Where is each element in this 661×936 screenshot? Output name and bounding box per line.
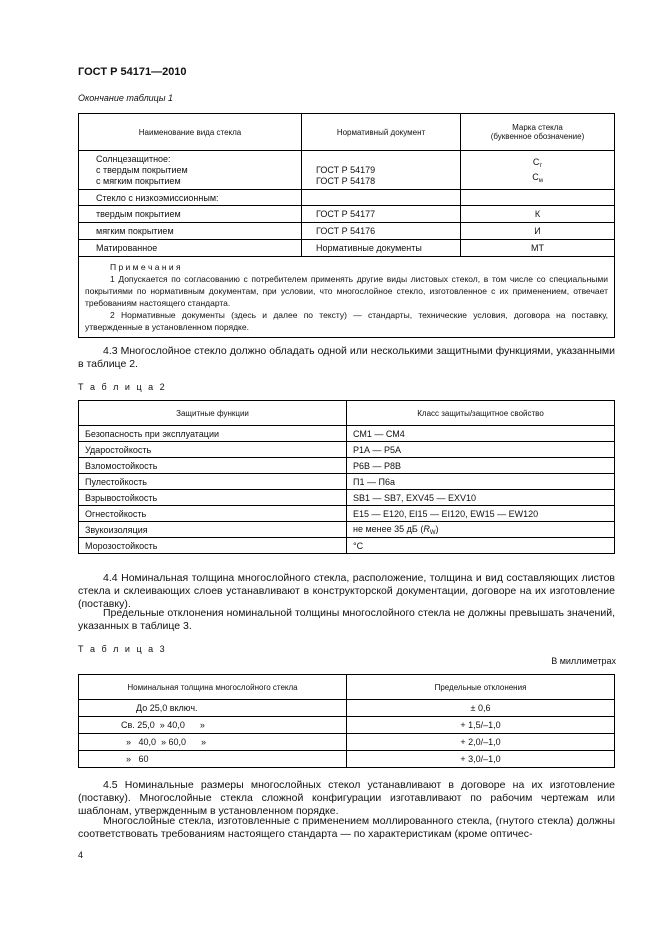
table-2 [78, 400, 615, 554]
table1-sun-soft-mark [467, 172, 608, 187]
table-row [79, 717, 615, 734]
table1-lowe-soft-mark: И [461, 223, 615, 240]
table1-lowe-soft: мягким покрытием [79, 223, 302, 240]
table1-lowe-hard: твердым покрытием [79, 206, 302, 223]
table2-class [347, 522, 615, 538]
page-number: 4 [78, 850, 84, 860]
table1-sun-mark-cell [461, 151, 615, 190]
table3-deviation: ± 0,6 [347, 700, 615, 717]
table3-deviation: + 3,0/–1,0 [347, 751, 615, 768]
table1-lowe-soft-doc: ГОСТ Р 54176 [302, 223, 461, 240]
table2-function: Морозостойкость [79, 538, 347, 554]
mark-letter: С [532, 172, 539, 182]
table3-thickness: До 25,0 включ. [79, 700, 347, 717]
table2-class: П1 — П6а [347, 474, 615, 490]
table1-matte: Матированное [79, 240, 302, 257]
table3-thickness: Св. 25,0 » 40,0 » [79, 717, 347, 734]
table1-notes-row [79, 257, 615, 338]
table-row [79, 223, 615, 240]
note-2-text: 2 Нормативные документы (здесь и далее по тексту) — стандарты, технические условия, договора на поставку, утвержденные в установленном порядке. [85, 310, 608, 332]
mark-letter: С [532, 157, 540, 167]
paragraph-4-5-b [78, 815, 615, 841]
table1-col1-header: Наименование вида стекла [79, 114, 302, 151]
table2-function: Взломостойкость [79, 458, 347, 474]
table-row [79, 442, 615, 458]
table-row [79, 700, 615, 717]
sound-value: не менее 35 дБ ( [353, 523, 424, 534]
paragraph-4-3-text: 4.3 Многослойное стекло должно обладать одной или несколькими защитными функциями, указанными в таблице 2. [78, 345, 615, 370]
table2-function: Безопасность при эксплуатации [79, 426, 347, 442]
table1-col3-header [461, 114, 615, 151]
table1-matte-doc: Нормативные документы [302, 240, 461, 257]
document-header: ГОСТ Р 54171—2010 [78, 66, 187, 78]
table1-sun-hard-doc: ГОСТ Р 54179 [316, 165, 376, 175]
table-3 [78, 674, 615, 768]
table1-col2-header: Нормативный документ [302, 114, 461, 151]
table3-col2-header: Предельные отклонения [347, 675, 615, 700]
table2-class: СМ1 — СМ4 [347, 426, 615, 442]
table3-thickness: » 40,0 » 60,0 » [79, 734, 347, 751]
table3-col1-header: Номинальная толщина многослойного стекла [79, 675, 347, 700]
note-1 [85, 273, 608, 309]
mark-subscript: м [538, 178, 543, 184]
notes-title [85, 261, 608, 273]
table-header-row [79, 675, 615, 700]
table-row [79, 206, 615, 223]
table3-deviation: + 2,0/–1,0 [347, 734, 615, 751]
table1-lowe-hard-doc: ГОСТ Р 54177 [302, 206, 461, 223]
table-header-row [79, 114, 615, 151]
note-2 [85, 309, 608, 333]
paragraph-4-3 [78, 345, 615, 371]
table3-caption: Т а б л и ц а 3 [78, 644, 167, 654]
paragraph-4-5-b-text: Многослойные стекла, изготовленные с применением моллированного стекла, (гнутого стекла) должны соответствовать требованиям настоящего стандарта — по характеристикам (кроме оптичес- [78, 815, 615, 840]
rw-subscript: W [429, 529, 436, 536]
table1-sun-cell [79, 151, 302, 190]
rw-close: ) [435, 523, 439, 534]
table2-caption: Т а б л и ц а 2 [78, 382, 167, 392]
table1-sun-doc-cell [302, 151, 461, 190]
table1-sun-hard-mark [467, 157, 608, 172]
mark-subscript: т [539, 163, 543, 169]
table1-sun-hard: с твердым покрытием [96, 164, 188, 175]
table-row [79, 458, 615, 474]
table1-notes [79, 257, 615, 338]
table-row [79, 426, 615, 442]
table2-class: E15 — E120, EI15 — EI120, EW15 — EW120 [347, 506, 615, 522]
table1-caption: Окончание таблицы 1 [78, 93, 173, 103]
table-row [79, 474, 615, 490]
table2-function: Ударостойкость [79, 442, 347, 458]
table2-class: SB1 — SB7, EXV45 — EXV10 [347, 490, 615, 506]
note-1-text: 1 Допускается по согласованию с потребителем применять другие виды листовых стекол, в том числе со специальными покрытиями по нормативным документам, при условии, что многослойное стекло, изготовленное с их применением, отвечает требованиям настоящего стандарта. [85, 274, 608, 308]
table-row [79, 751, 615, 768]
table2-function: Взрывостойкость [79, 490, 347, 506]
table-row [79, 490, 615, 506]
table2-col1-header: Защитные функции [79, 401, 347, 426]
table1-empty-cell [302, 190, 461, 206]
table2-class: Р6В — Р8В [347, 458, 615, 474]
notes-title-text: П р и м е ч а н и я [110, 262, 181, 272]
table-row [79, 151, 615, 190]
table2-function: Пулестойкость [79, 474, 347, 490]
table3-deviation: + 1,5/–1,0 [347, 717, 615, 734]
table2-function: Звукоизоляция [79, 522, 347, 538]
paragraph-4-4 [78, 572, 615, 611]
paragraph-4-4-b-text: Предельные отклонения номинальной толщины многослойного стекла не должны превышать значений, указанных в таблице 3. [78, 607, 615, 632]
table-row [79, 506, 615, 522]
paragraph-4-4-text: 4.4 Номинальная толщина многослойного стекла, расположение, толщина и вид составляющих листов стекла и склеивающих слоев устанавливают в конструкторской документации, договоре на их изготовление (поставку). [78, 572, 615, 610]
table-1 [78, 113, 615, 338]
table1-matte-mark: МТ [461, 240, 615, 257]
table1-sun-title: Солнцезащитное: [96, 153, 171, 164]
table3-units: В миллиметрах [551, 656, 616, 666]
table2-class: °С [347, 538, 615, 554]
table1-empty-cell [461, 190, 615, 206]
table1-col3-header-line2: (буквенное обозначение) [490, 132, 585, 141]
table1-sun-soft: с мягким покрытием [96, 175, 181, 186]
table-row [79, 538, 615, 554]
table2-function: Огнестойкость [79, 506, 347, 522]
table3-thickness: » 60 [79, 751, 347, 768]
table2-col2-header: Класс защиты/защитное свойство [347, 401, 615, 426]
paragraph-4-4-b [78, 607, 615, 633]
table2-class: Р1А — Р5А [347, 442, 615, 458]
table-row [79, 734, 615, 751]
table-row [79, 522, 615, 538]
table-row [79, 240, 615, 257]
table1-sun-soft-doc: ГОСТ Р 54178 [316, 176, 376, 186]
paragraph-4-5-text: 4.5 Номинальные размеры многослойных стекол устанавливают в договоре на их изготовление (поставку). Многослойные стекла сложной конфигурации изготавливают по рабочим чертежам или шаблонам, утвержденным в установленном порядке. [78, 779, 615, 817]
table1-col3-header-line1: Марка стекла [512, 123, 563, 132]
rw-symbol: R [423, 523, 430, 534]
table-row [79, 190, 615, 206]
paragraph-4-5 [78, 779, 615, 818]
table-header-row [79, 401, 615, 426]
table1-lowe-hard-mark: К [461, 206, 615, 223]
table1-lowe-title: Стекло с низкоэмиссионным: [79, 190, 302, 206]
